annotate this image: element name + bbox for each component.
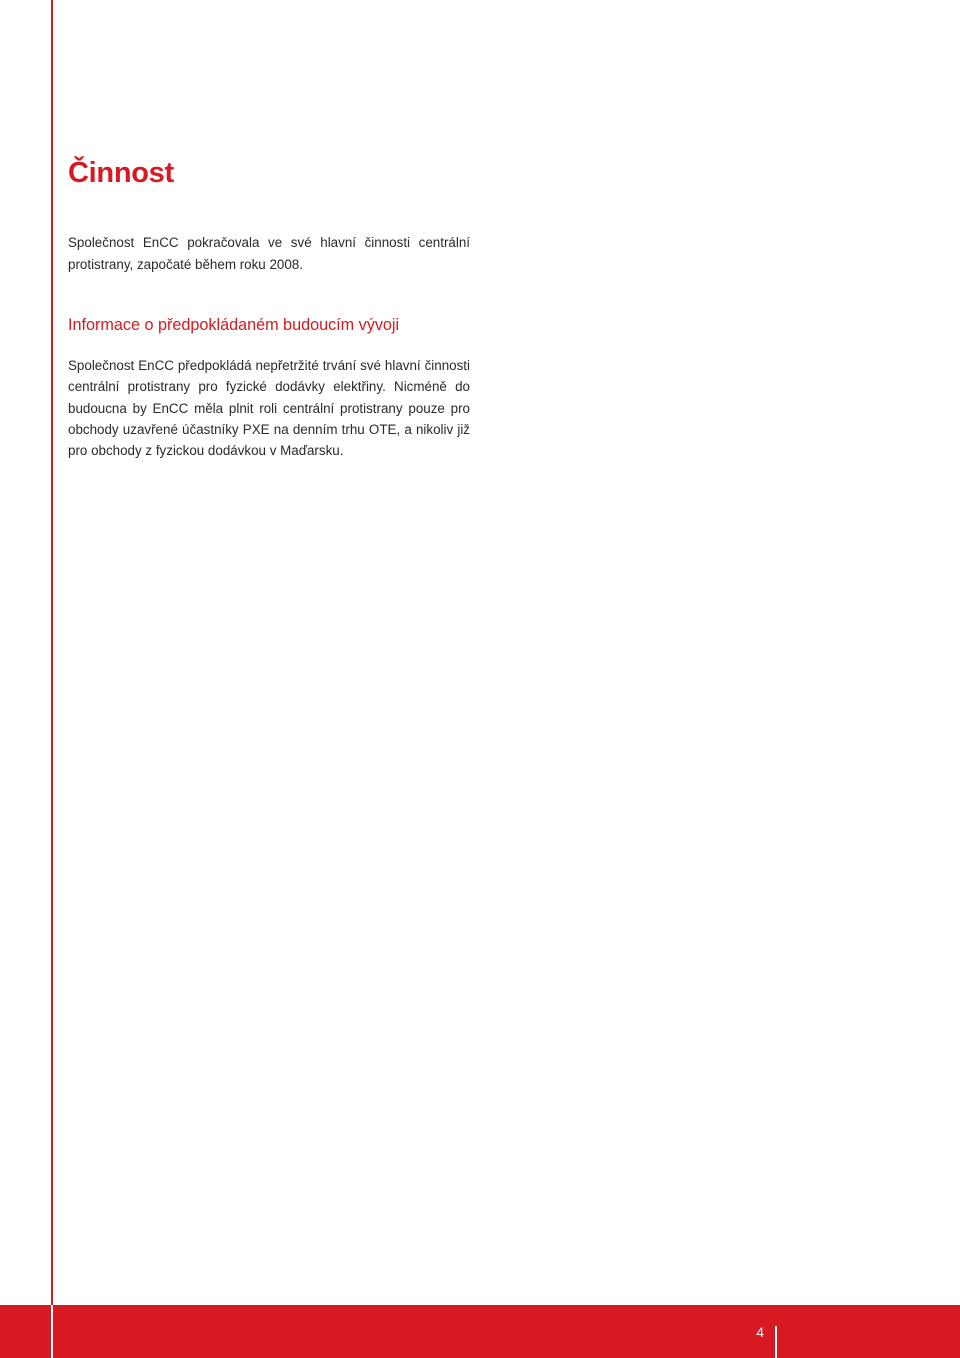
page-title: Činnost xyxy=(68,157,174,189)
footer-band xyxy=(0,1305,960,1358)
section-heading: Informace o předpokládaném budoucím vývoji xyxy=(68,316,400,334)
page-content xyxy=(68,150,470,461)
footer-margin-rule xyxy=(51,1305,53,1358)
intro-paragraph: Společnost EnCC pokračovala ve své hlavní činnosti centrální protistrany, započaté během roku 2008. xyxy=(68,235,470,272)
section-body-paragraph: Společnost EnCC předpokládá nepřetržité trvání své hlavní činnosti centrální protistrany pro fyzické dodávky elektřiny. Nicméně do budoucna by EnCC měla plnit roli centrální protistrany pouze pro obchody uzavřené účastníky PXE na denním trhu OTE, a nikoliv již pro obchody z fyzickou dodávkou v Maďarsku. xyxy=(68,358,470,459)
page-number: 4 xyxy=(756,1324,764,1340)
page-number-divider xyxy=(775,1326,777,1358)
left-margin-rule xyxy=(51,0,53,1305)
